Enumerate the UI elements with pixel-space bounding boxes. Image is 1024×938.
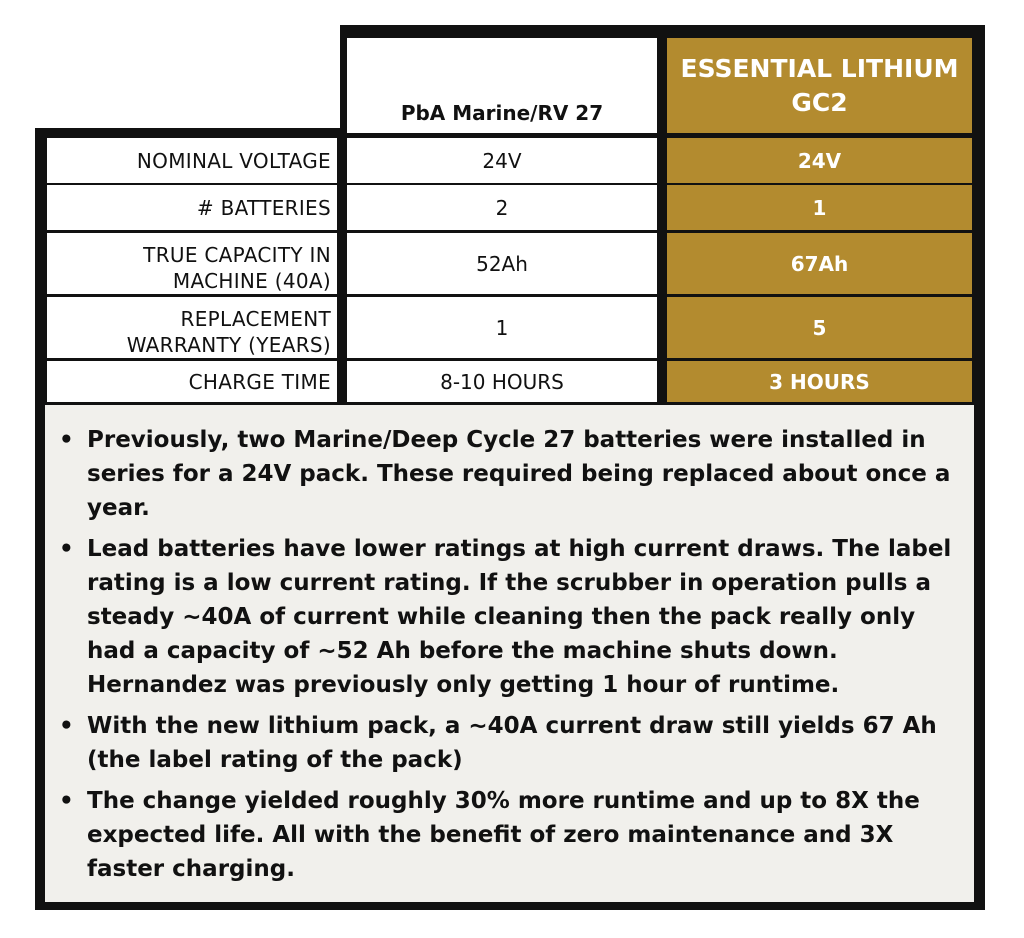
cell-text: 1 — [495, 315, 509, 340]
bullet-icon: • — [59, 788, 74, 814]
cell-lithium-nominal-voltage — [667, 138, 972, 183]
notes-panel — [45, 405, 974, 902]
cell-lithium-batteries — [667, 185, 972, 230]
row-label-text: NOMINAL VOLTAGE — [136, 148, 331, 173]
cell-pba-charge-time — [347, 361, 657, 402]
note-item — [57, 709, 962, 777]
row-label-replacement-warranty — [47, 297, 337, 358]
note-item — [57, 532, 962, 702]
row-label-text: # BATTERIES — [196, 195, 331, 220]
cell-text: 3 HOURS — [769, 369, 870, 394]
cell-text: 8-10 HOURS — [440, 369, 564, 394]
cell-text: 67Ah — [790, 251, 849, 276]
row-label-charge-time — [47, 361, 337, 402]
bullet-icon: • — [59, 427, 74, 453]
cell-pba-true-capacity — [347, 233, 657, 294]
cell-text: 1 — [812, 195, 827, 220]
cell-pba-replacement-warranty — [347, 297, 657, 358]
notes-list — [57, 423, 962, 893]
row-label-text: CHARGE TIME — [188, 369, 331, 394]
row-label-line1: REPLACEMENT — [180, 307, 331, 331]
note-item — [57, 423, 962, 525]
column-header-pba-text: PbA Marine/RV 27 — [400, 101, 604, 125]
note-item — [57, 784, 962, 886]
column-header-lithium-line1: ESSENTIAL LITHIUM — [680, 53, 959, 83]
cell-pba-batteries — [347, 185, 657, 230]
column-header-lithium — [667, 38, 972, 133]
cell-text: 24V — [482, 148, 522, 173]
cell-lithium-charge-time — [667, 361, 972, 402]
column-header-lithium-line2: GC2 — [791, 87, 848, 117]
column-header-pba — [347, 38, 657, 133]
row-label-batteries — [47, 185, 337, 230]
cell-text: 2 — [495, 195, 509, 220]
cell-text: 52Ah — [476, 251, 528, 276]
note-text: The change yielded roughly 30% more runtime and up to 8X the expected life. All with the benefit of zero maintenance and 3X faster charging. — [87, 788, 920, 882]
cell-text: 24V — [797, 148, 842, 173]
row-label-nominal-voltage — [47, 138, 337, 183]
row-label-line2: WARRANTY (YEARS) — [126, 333, 331, 357]
note-text: Lead batteries have lower ratings at high current draws. The label rating is a low current rating. If the scrubber in operation pulls a steady ~40A of current while cleaning then the pack really only had a capacity of ~52 Ah before the machine shuts down. Hernandez was previously only getting 1 hour of runtime. — [87, 536, 952, 698]
note-text: With the new lithium pack, a ~40A current draw still yields 67 Ah (the label rating of the pack) — [87, 713, 937, 773]
cell-text: 5 — [812, 315, 827, 340]
row-label-line2: MACHINE (40A) — [172, 269, 331, 293]
cell-lithium-replacement-warranty — [667, 297, 972, 358]
cell-pba-nominal-voltage — [347, 138, 657, 183]
cell-lithium-true-capacity — [667, 233, 972, 294]
row-label-line1: TRUE CAPACITY IN — [143, 243, 331, 267]
note-text: Previously, two Marine/Deep Cycle 27 batteries were installed in series for a 24V pack. These required being replaced about once a year. — [87, 427, 951, 521]
bullet-icon: • — [59, 713, 74, 739]
row-label-true-capacity — [47, 233, 337, 294]
bullet-icon: • — [59, 536, 74, 562]
